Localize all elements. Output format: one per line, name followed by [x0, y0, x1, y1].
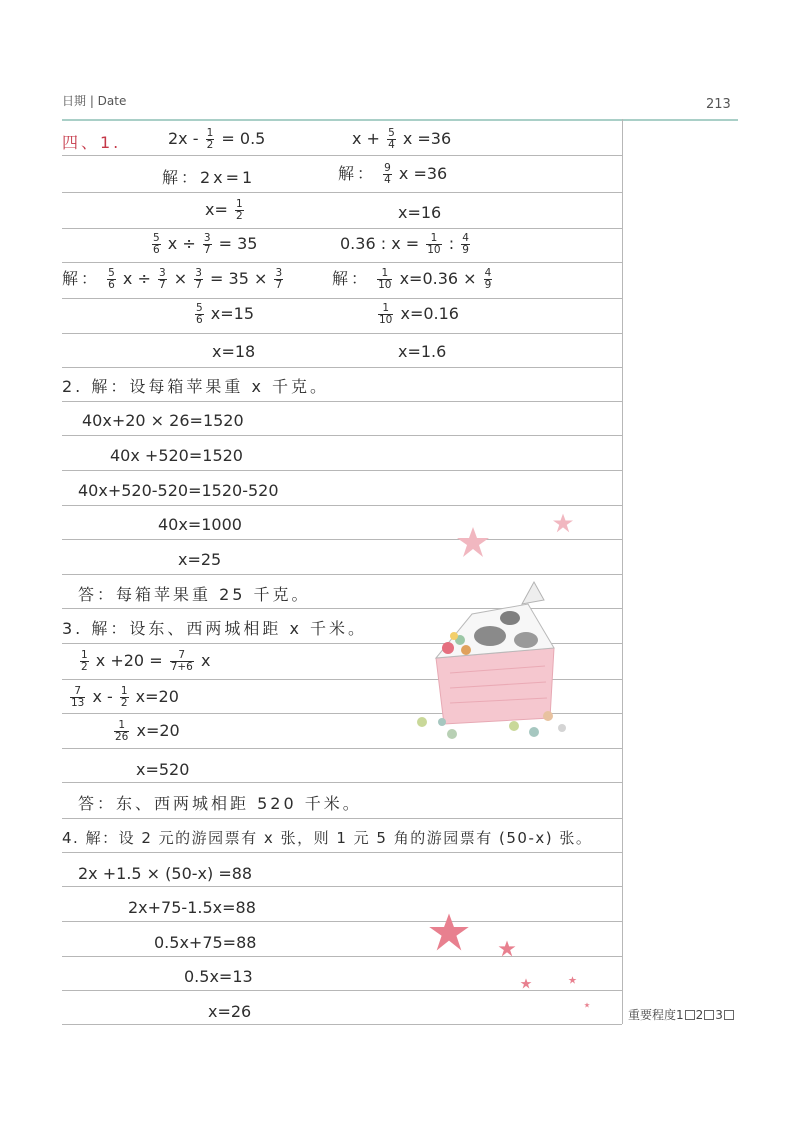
star-icon	[456, 526, 490, 558]
fraction: $\frac{1}{2}$	[206, 127, 214, 152]
answer-line: 答：每箱苹果重 25 千克。	[78, 585, 311, 604]
ruled-line	[62, 228, 622, 229]
fraction: $\frac{9}{4}$	[384, 162, 391, 187]
fraction: $\frac{1}{10}$	[427, 232, 441, 257]
fraction: $\frac{1}{10}$	[379, 302, 393, 327]
equation-line: 2x +1.5 × (50-x) =88	[78, 864, 253, 883]
equation-line: $\frac{1}{26}$ x=20	[115, 719, 180, 744]
fraction: $\frac{5}{4}$	[388, 127, 395, 152]
star-icon	[552, 513, 574, 533]
ruled-line	[62, 155, 622, 156]
equation-line: x=520	[136, 760, 190, 779]
fraction: $\frac{1}{2}$	[235, 198, 243, 223]
margin-rule	[622, 119, 623, 1024]
checkbox[interactable]	[704, 1010, 714, 1020]
fraction: $\frac{1}{26}$	[115, 719, 129, 744]
answer-line: 答：东、西两城相距 520 千米。	[78, 794, 362, 813]
equation-line: x=1.6	[398, 342, 447, 361]
importance-label: 重要程度	[628, 1008, 677, 1022]
section-label: 四、1.	[62, 133, 122, 152]
checkbox[interactable]	[724, 1010, 734, 1020]
star-icon	[428, 912, 470, 952]
ruled-line	[62, 818, 622, 819]
fraction: $\frac{4}{9}$	[462, 232, 469, 257]
importance-rating	[628, 1006, 735, 1023]
equation-line: 40x +520=1520	[110, 446, 243, 465]
star-icon	[568, 976, 577, 984]
ruled-line	[62, 505, 622, 506]
fraction: $\frac{3}{7}$	[195, 267, 202, 292]
ruled-line	[62, 782, 622, 783]
importance-level: 2	[695, 1008, 704, 1022]
ruled-line	[62, 367, 622, 368]
ruled-line	[62, 401, 622, 402]
checkbox[interactable]	[685, 1010, 695, 1020]
equation-line: 0.5x+75=88	[154, 933, 257, 952]
ruled-line	[62, 1024, 622, 1025]
importance-level: 3	[715, 1008, 723, 1022]
equation-line: 0.36 : x = $\frac{1}{10}$ : $\frac{4}{9}$	[340, 232, 469, 257]
ruled-line	[62, 956, 622, 957]
fraction: $\frac{1}{10}$	[378, 267, 392, 292]
fraction: $\frac{1}{2}$	[81, 649, 88, 674]
ruled-line	[62, 298, 622, 299]
ruled-line	[62, 435, 622, 436]
equation-line: x=16	[398, 203, 442, 222]
equation-line: 2x+75-1.5x=88	[128, 898, 256, 917]
ruled-line	[62, 539, 622, 540]
ruled-line	[62, 921, 622, 922]
equation-line: $\frac{7}{13}$ x - $\frac{1}{2}$ x=20	[71, 685, 179, 710]
fraction: $\frac{3}{7}$	[275, 267, 283, 292]
fraction: $\frac{5}{6}$	[196, 302, 203, 327]
ruled-line	[62, 470, 622, 471]
fraction: $\frac{3}{7}$	[203, 232, 211, 257]
equation-line: 解： $\frac{1}{10}$ x=0.36 × $\frac{4}{9}$	[332, 267, 492, 292]
equation-line: 2x - $\frac{1}{2}$ = 0.5	[168, 127, 266, 152]
equation-line: $\frac{1}{2}$ x +20 = $\frac{7}{7+6}$ x	[81, 649, 211, 674]
ruled-line	[62, 192, 622, 193]
ruled-line	[62, 886, 622, 887]
equation-line: 40x+520-520=1520-520	[78, 481, 279, 500]
equation-line: 40x+20 × 26=1520	[82, 411, 244, 430]
problem-2-title: 2. 解：设每箱苹果重 x 千克。	[62, 377, 329, 396]
equation-line: $\frac{5}{6}$ x=15	[196, 302, 255, 327]
equation-line: x=18	[212, 342, 256, 361]
equation-line: 40x=1000	[158, 515, 242, 534]
equation-line: x + $\frac{5}{4}$ x =36	[352, 127, 452, 152]
fraction: $\frac{5}{6}$	[108, 267, 115, 292]
ruled-line	[62, 262, 622, 263]
ruled-line	[62, 748, 622, 749]
star-icon	[584, 1002, 590, 1008]
page-number: 213	[706, 97, 731, 112]
fraction: $\frac{1}{2}$	[120, 685, 128, 710]
equation-line: 解： $\frac{9}{4}$ x =36	[338, 162, 448, 187]
date-label: 日期 | Date	[62, 94, 127, 108]
problem-3-title: 3. 解：设东、西两城相距 x 千米。	[62, 619, 367, 638]
importance-level: 1	[676, 1008, 684, 1022]
equation-line: $\frac{1}{10}$ x=0.16	[379, 302, 459, 327]
equation-line: 解： $\frac{5}{6}$ x ÷ $\frac{3}{7}$ × $\frac{3}{7}$ = 35 × $\frac{3}{7}$	[62, 267, 283, 292]
fraction: $\frac{3}{7}$	[158, 267, 166, 292]
fraction: $\frac{5}{6}$	[153, 232, 160, 257]
header-rule	[62, 119, 738, 121]
basket-illustration	[410, 578, 580, 740]
equation-line: $\frac{5}{6}$ x ÷ $\frac{3}{7}$ = 35	[153, 232, 258, 257]
star-icon	[520, 978, 532, 989]
equation-line: 0.5x=13	[184, 967, 253, 986]
star-icon	[498, 940, 516, 957]
equation-line: x=26	[208, 1002, 252, 1021]
equation-line: x=25	[178, 550, 222, 569]
fraction: $\frac{7}{13}$	[71, 685, 85, 710]
equation-line: 解：2x=1	[162, 168, 256, 187]
ruled-line	[62, 574, 622, 575]
ruled-line	[62, 990, 622, 991]
fraction: $\frac{4}{9}$	[484, 267, 492, 292]
fraction: $\frac{7}{7+6}$	[170, 649, 193, 674]
problem-4-title: 4. 解：设 2 元的游园票有 x 张，则 1 元 5 角的游园票有 (50-x) 张。	[62, 829, 593, 847]
equation-line: x= $\frac{1}{2}$	[205, 198, 243, 223]
ruled-line	[62, 333, 622, 334]
ruled-line	[62, 852, 622, 853]
